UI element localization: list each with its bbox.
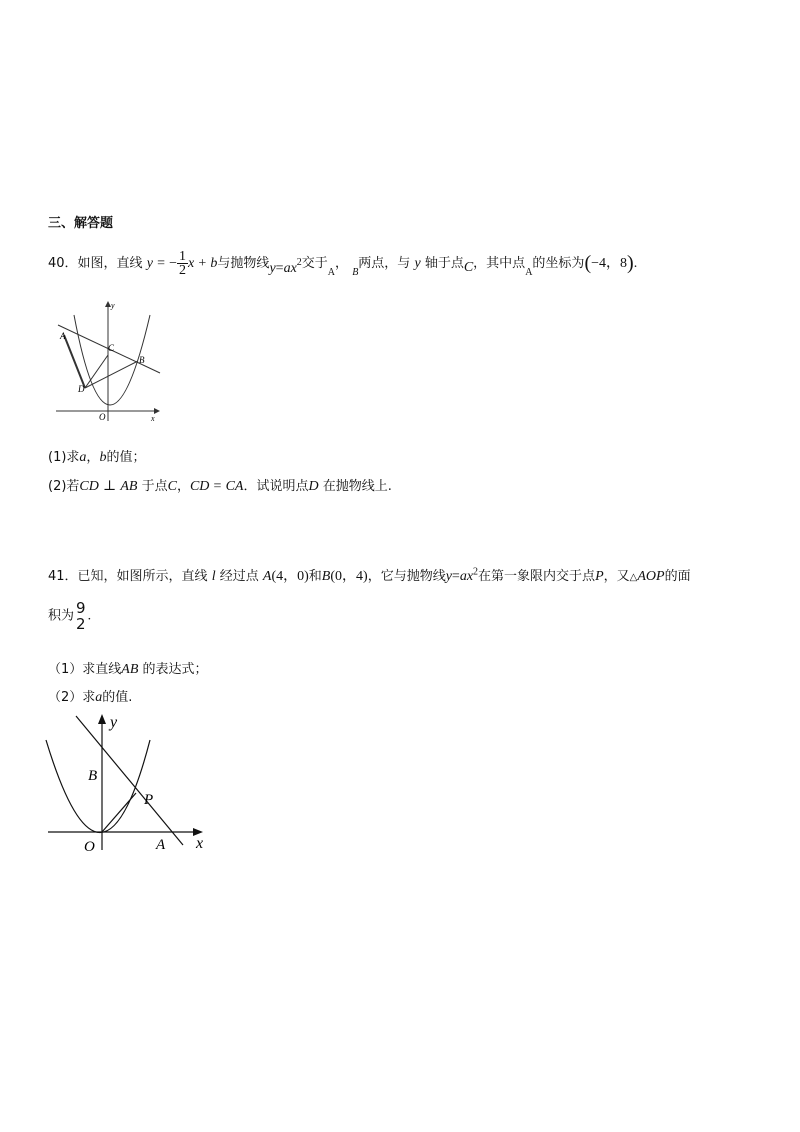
label-o: O: [84, 839, 95, 855]
label-c: C: [108, 343, 115, 353]
question-40-stem: 40．如图，直线 y = − $\frac{1}{2}$ x + b与抛物线$y=ax^2$交于$_A$， $_B$两点，与 y 轴于点C，其中点$_A$的坐标为(−4，8).: [48, 249, 638, 278]
x-axis-arrow: [154, 408, 160, 414]
question-40-part1: (1)求a，b的值；: [48, 450, 146, 465]
fraction: 9 2: [76, 599, 86, 633]
label-y: y: [111, 301, 115, 310]
question-40-part2: (2)若CD ⊥ AB 于点C，CD = CA．试说明点D 在抛物线上.: [48, 479, 392, 494]
question-41-stem-line2: 积为 9 2 .: [48, 599, 92, 633]
question-number: 40．: [48, 256, 78, 271]
label-x: x: [196, 835, 204, 852]
question-41-part2: （2）求a的值.: [48, 690, 133, 705]
label-b: B: [88, 768, 98, 784]
label-y: y: [110, 714, 118, 731]
label-d: D: [78, 384, 85, 394]
y-axis-arrow: [98, 714, 106, 724]
question-41-part1: （1）求直线AB 的表达式；: [48, 662, 208, 677]
label-a: A: [156, 837, 166, 853]
question-41-stem: 41．已知，如图所示，直线 l 经过点 A(4，0)和B(0，4)，它与抛物线$y=ax^2$在第一象限内交于点P，又△AOP的面: [48, 566, 691, 584]
label-a: A: [60, 331, 66, 341]
label-b: B: [139, 355, 145, 365]
label-x: x: [151, 414, 155, 423]
label-o: O: [99, 412, 106, 422]
label-p: P: [144, 792, 154, 808]
question-number: 41．: [48, 569, 78, 584]
segment-db: [85, 361, 138, 388]
segment-ad: [64, 335, 85, 388]
section-title: 三、解答题: [48, 216, 114, 231]
segment-op: [102, 793, 136, 832]
segment-cd: [85, 355, 108, 388]
question-40-figure: [50, 295, 168, 425]
question-41-figure: [40, 710, 220, 860]
fraction: $\frac{1}{2}$: [179, 249, 187, 278]
